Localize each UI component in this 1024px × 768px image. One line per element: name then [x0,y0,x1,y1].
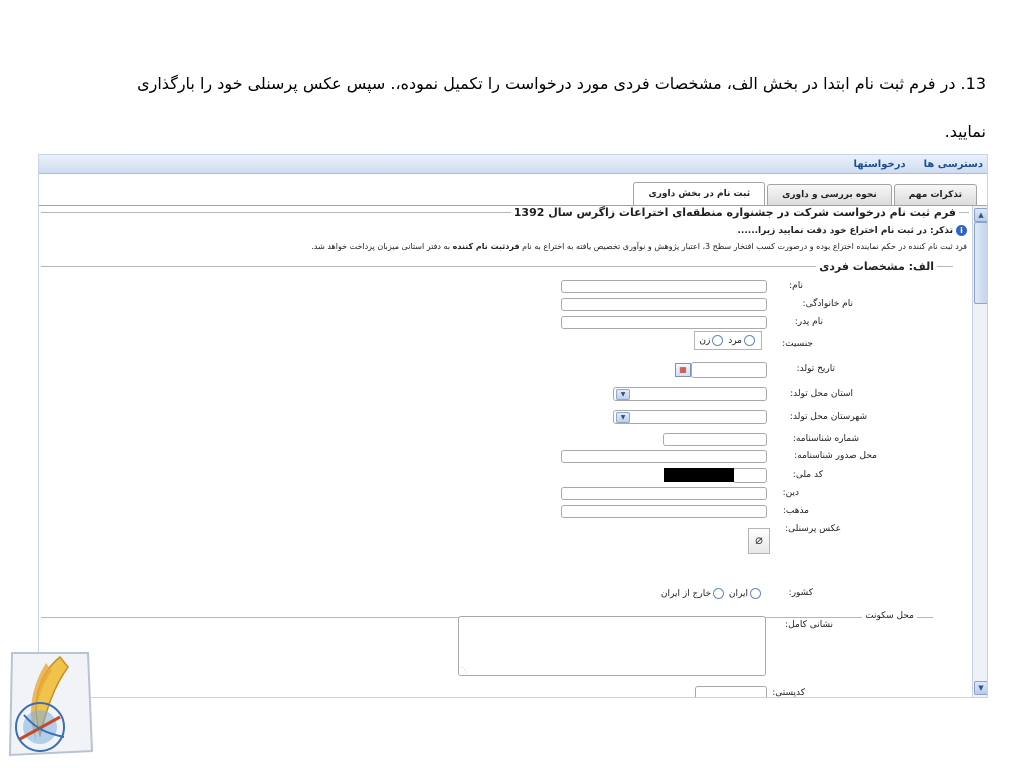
note-text-1: فرد ثبت نام کننده در حکم نماینده اختراع بوده و درصورت کسب افتخار سطح 3، اعتبار پژوهش و نوآوری تخصیص یافته به اختراع به نام [519,242,967,251]
nav-item-requests[interactable]: درخواستها [853,158,906,170]
note-title-text: تذکر: در ثبت نام اختراع خود دقت نمایید زیرا...... [737,226,953,236]
gender-female-label: زن [699,336,711,346]
top-navigation [39,155,987,174]
id-issue-label: محل صدور شناسنامه: [794,451,877,461]
religion-label: دین: [782,488,799,498]
note-title [738,225,967,236]
vertical-scrollbar[interactable] [972,206,987,697]
scroll-down-icon[interactable]: ▼ [974,681,988,695]
country-group [661,588,763,599]
instruction-line-1: 13. در فرم ثبت نام ابتدا در بخش الف، مشخصات فردی مورد درخواست را تکمیل نموده،. سپس عکس پرسنلی خود را بارگذاری [137,74,986,93]
family-label: نام خانوادگی: [802,299,853,309]
note-text-2: به دفتر استانی میزبان پرداخت خواهد شد. [311,242,453,251]
scroll-thumb[interactable] [974,222,988,304]
instruction-line-2: نمایید. [944,122,986,141]
national-code-label: کد ملی: [792,470,823,480]
photo-label: عکس پرسنلی: [785,524,841,534]
name-input[interactable] [561,280,767,293]
id-number-label: شماره شناسنامه: [792,434,859,444]
note-text-bold: فردثبت نام کننده [452,242,520,251]
name-label: نام: [789,281,803,291]
gender-label: جنسیت: [782,339,813,349]
app-window [38,154,988,698]
country-label: کشور: [788,588,813,598]
id-issue-input[interactable] [561,450,767,463]
birth-city-select[interactable] [613,410,767,424]
paperclip-icon[interactable]: ⌀ [748,528,770,554]
birth-province-select[interactable] [613,387,767,401]
redacted-value [664,468,734,482]
sect-label: مذهب: [782,506,809,516]
tab-review-method[interactable]: نحوه بررسی و داوری [767,184,892,205]
id-number-input[interactable] [663,433,767,446]
country-abroad-radio[interactable] [713,588,724,599]
resize-grip-icon[interactable]: ⋰ [461,666,468,674]
address-textarea[interactable] [458,616,766,676]
gender-female-radio[interactable] [712,335,723,346]
section-a-title: الف: مشخصات فردی [816,260,937,273]
country-abroad-label: خارج از ایران [660,589,712,599]
gender-male-radio[interactable] [744,335,755,346]
tab-registration[interactable]: ثبت نام در بخش داوری [633,182,765,205]
country-iran-radio[interactable] [750,588,761,599]
religion-input[interactable] [561,487,767,500]
national-code-input[interactable] [733,468,767,483]
residence-legend: محل سکونت [862,611,917,621]
gender-male-label: مرد [728,336,742,346]
birth-city-label: شهرستان محل تولد: [789,412,867,422]
chevron-down-icon[interactable]: ▼ [616,389,630,400]
form-title: فرم ثبت نام درخواست شرکت در جشنواره منطقه‌ای اختراعات زاگرس سال 1392 [511,206,959,219]
scroll-up-icon[interactable]: ▲ [974,208,988,222]
calendar-icon[interactable]: ▦ [675,363,691,377]
country-iran-label: ایران [728,589,748,599]
form-content [39,206,973,697]
father-input[interactable] [561,316,767,329]
postal-label: کدپستی: [772,688,805,698]
tab-bar [631,183,977,205]
note-body [43,242,967,251]
sect-input[interactable] [561,505,767,518]
info-icon: i [956,225,967,236]
chevron-down-icon[interactable]: ▼ [616,412,630,423]
address-label: نشانی کامل: [785,620,833,630]
tab-important-notes[interactable]: تذکرات مهم [894,184,977,205]
gender-group [694,331,762,350]
festival-logo [6,643,94,761]
family-input[interactable] [561,298,767,311]
nav-item-access[interactable]: دسترسی ها [923,158,983,170]
birth-province-label: استان محل تولد: [790,389,853,399]
father-label: نام پدر: [794,317,823,327]
birth-date-input[interactable] [691,362,767,378]
birth-date-label: تاریخ تولد: [796,364,835,374]
postal-input[interactable] [695,686,767,698]
